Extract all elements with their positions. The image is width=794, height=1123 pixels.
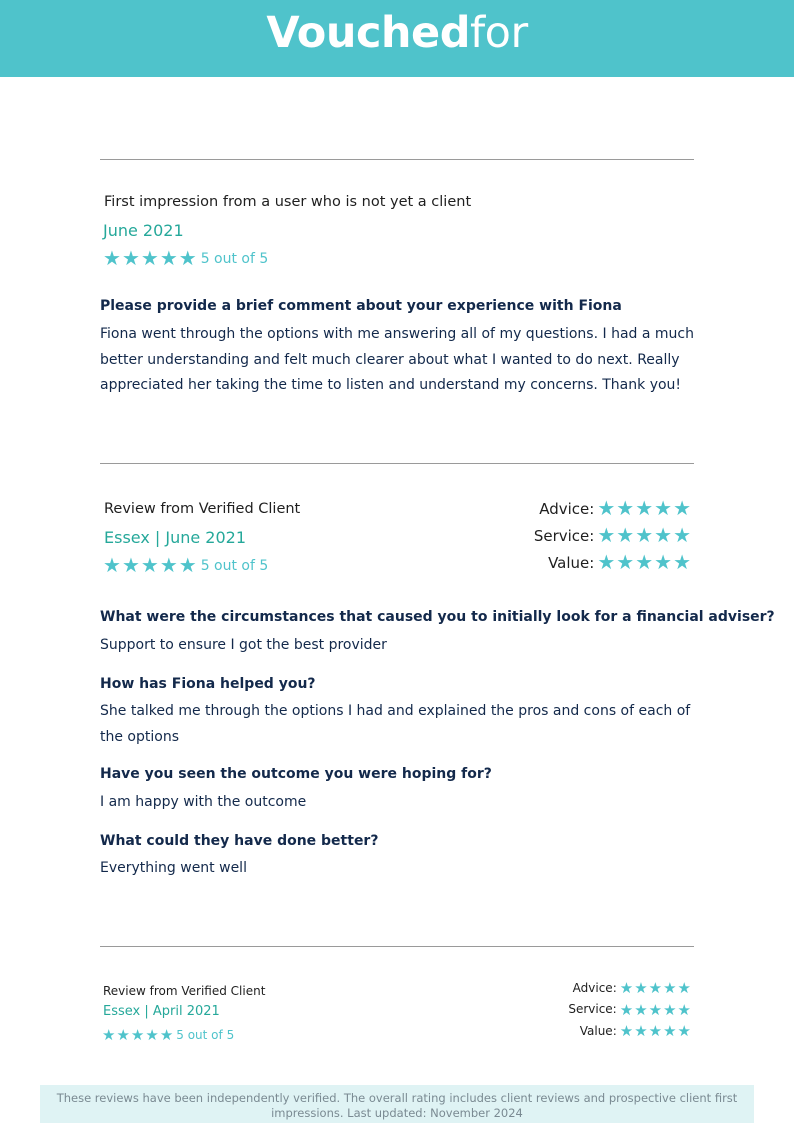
star-icon: ★ — [654, 496, 673, 520]
star-icon: ★ — [663, 1000, 677, 1019]
overall-rating — [103, 248, 268, 269]
star-icon: ★ — [677, 979, 691, 998]
sub-rating-label: Service: — [533, 526, 595, 545]
sub-rating-label: Service: — [568, 1002, 617, 1017]
star-icon: ★ — [619, 1000, 634, 1019]
star-icon: ★ — [178, 553, 197, 577]
sub-rating-label: Value: — [548, 553, 595, 572]
star-icon: ★ — [648, 1000, 663, 1019]
star-icon: ★ — [654, 550, 673, 574]
answer-text: Everything went well — [100, 860, 247, 876]
review-meta: Essex | June 2021 — [104, 528, 247, 547]
question-text: Have you seen the outcome you were hoping for? — [100, 766, 492, 782]
star-icon: ★ — [140, 553, 159, 577]
star-icon: ★ — [635, 496, 654, 520]
star-icon: ★ — [616, 496, 635, 520]
star-rating — [597, 498, 691, 519]
rating-text: 5 out of 5 — [176, 1027, 235, 1042]
answer-text: Support to ensure I got the best provider — [100, 637, 387, 653]
star-rating — [597, 525, 691, 546]
sub-rating-value — [500, 1020, 691, 1042]
star-icon: ★ — [116, 1026, 130, 1044]
star-icon: ★ — [635, 523, 654, 547]
star-icon: ★ — [597, 496, 616, 520]
divider — [100, 159, 694, 160]
review-title: First impression from a user who is not yet a client — [104, 194, 472, 210]
star-rating — [620, 978, 691, 997]
sub-ratings — [450, 495, 691, 576]
star-icon: ★ — [159, 553, 178, 577]
sub-rating-label: Advice: — [572, 980, 617, 995]
question-text: What were the circumstances that caused you to initially look for a financial adviser? — [100, 609, 775, 625]
star-rating — [103, 248, 197, 269]
star-icon: ★ — [663, 979, 677, 998]
star-icon: ★ — [159, 1026, 174, 1044]
star-icon: ★ — [102, 1026, 116, 1044]
answer-text: I am happy with the outcome — [100, 794, 307, 810]
star-icon: ★ — [673, 550, 691, 574]
star-rating — [103, 555, 197, 576]
star-icon: ★ — [634, 1022, 648, 1041]
star-icon: ★ — [130, 1026, 145, 1044]
answer-text: Fiona went through the options with me answering all of my questions. I had a much better understanding and felt much clearer about what I wanted to do next. Really appreciated her taking the time to listen and understand my concerns. Thank you! — [100, 326, 694, 393]
review-meta: Essex | April 2021 — [103, 1004, 220, 1019]
verification-footer: These reviews have been independently verified. The overall rating includes client reviews and prospective client first impressions. Last updated: November 2024 — [40, 1085, 754, 1123]
star-icon: ★ — [103, 246, 121, 270]
star-icon: ★ — [597, 523, 616, 547]
star-icon: ★ — [654, 523, 673, 547]
review-title: Review from Verified Client — [104, 501, 301, 517]
star-rating — [597, 552, 691, 573]
star-icon: ★ — [178, 246, 197, 270]
sub-rating-advice — [450, 495, 691, 522]
star-icon: ★ — [145, 1026, 159, 1044]
sub-rating-label: Value: — [579, 1023, 617, 1038]
star-icon: ★ — [635, 550, 654, 574]
sub-rating-advice — [500, 977, 691, 999]
star-icon: ★ — [663, 1022, 677, 1041]
star-icon: ★ — [103, 553, 121, 577]
star-rating — [102, 1025, 173, 1044]
star-icon: ★ — [677, 1000, 691, 1019]
star-icon: ★ — [634, 1000, 648, 1019]
star-icon: ★ — [634, 979, 648, 998]
star-icon: ★ — [673, 496, 691, 520]
overall-rating — [102, 1025, 234, 1044]
vouchedfor-logo: Vouchedfor — [266, 8, 528, 58]
star-icon: ★ — [159, 246, 178, 270]
star-icon: ★ — [648, 979, 663, 998]
star-icon: ★ — [597, 550, 616, 574]
overall-rating — [103, 555, 268, 576]
answer-text: She talked me through the options I had and explained the pros and cons of each of the options — [100, 703, 691, 745]
sub-rating-label: Advice: — [539, 499, 595, 518]
review-title: Review from Verified Client — [103, 984, 266, 998]
star-icon: ★ — [140, 246, 159, 270]
sub-rating-value — [450, 549, 691, 576]
star-icon: ★ — [121, 246, 140, 270]
divider — [100, 946, 694, 947]
star-icon: ★ — [616, 523, 635, 547]
star-icon: ★ — [616, 550, 635, 574]
sub-rating-service — [500, 999, 691, 1021]
sub-rating-service — [450, 522, 691, 549]
star-icon: ★ — [648, 1022, 663, 1041]
star-icon: ★ — [619, 979, 634, 998]
rating-text: 5 out of 5 — [200, 250, 269, 267]
divider — [100, 463, 694, 464]
star-icon: ★ — [677, 1022, 691, 1041]
sub-ratings — [500, 977, 691, 1042]
brand-header — [0, 0, 794, 77]
question-text: What could they have done better? — [100, 833, 379, 849]
review-date: June 2021 — [103, 221, 184, 240]
star-rating — [620, 1021, 691, 1040]
question-text: Please provide a brief comment about your experience with Fiona — [100, 298, 622, 314]
star-icon: ★ — [121, 553, 140, 577]
star-icon: ★ — [673, 523, 691, 547]
star-rating — [620, 1000, 691, 1019]
rating-text: 5 out of 5 — [200, 557, 269, 574]
question-text: How has Fiona helped you? — [100, 676, 316, 692]
star-icon: ★ — [619, 1022, 634, 1041]
